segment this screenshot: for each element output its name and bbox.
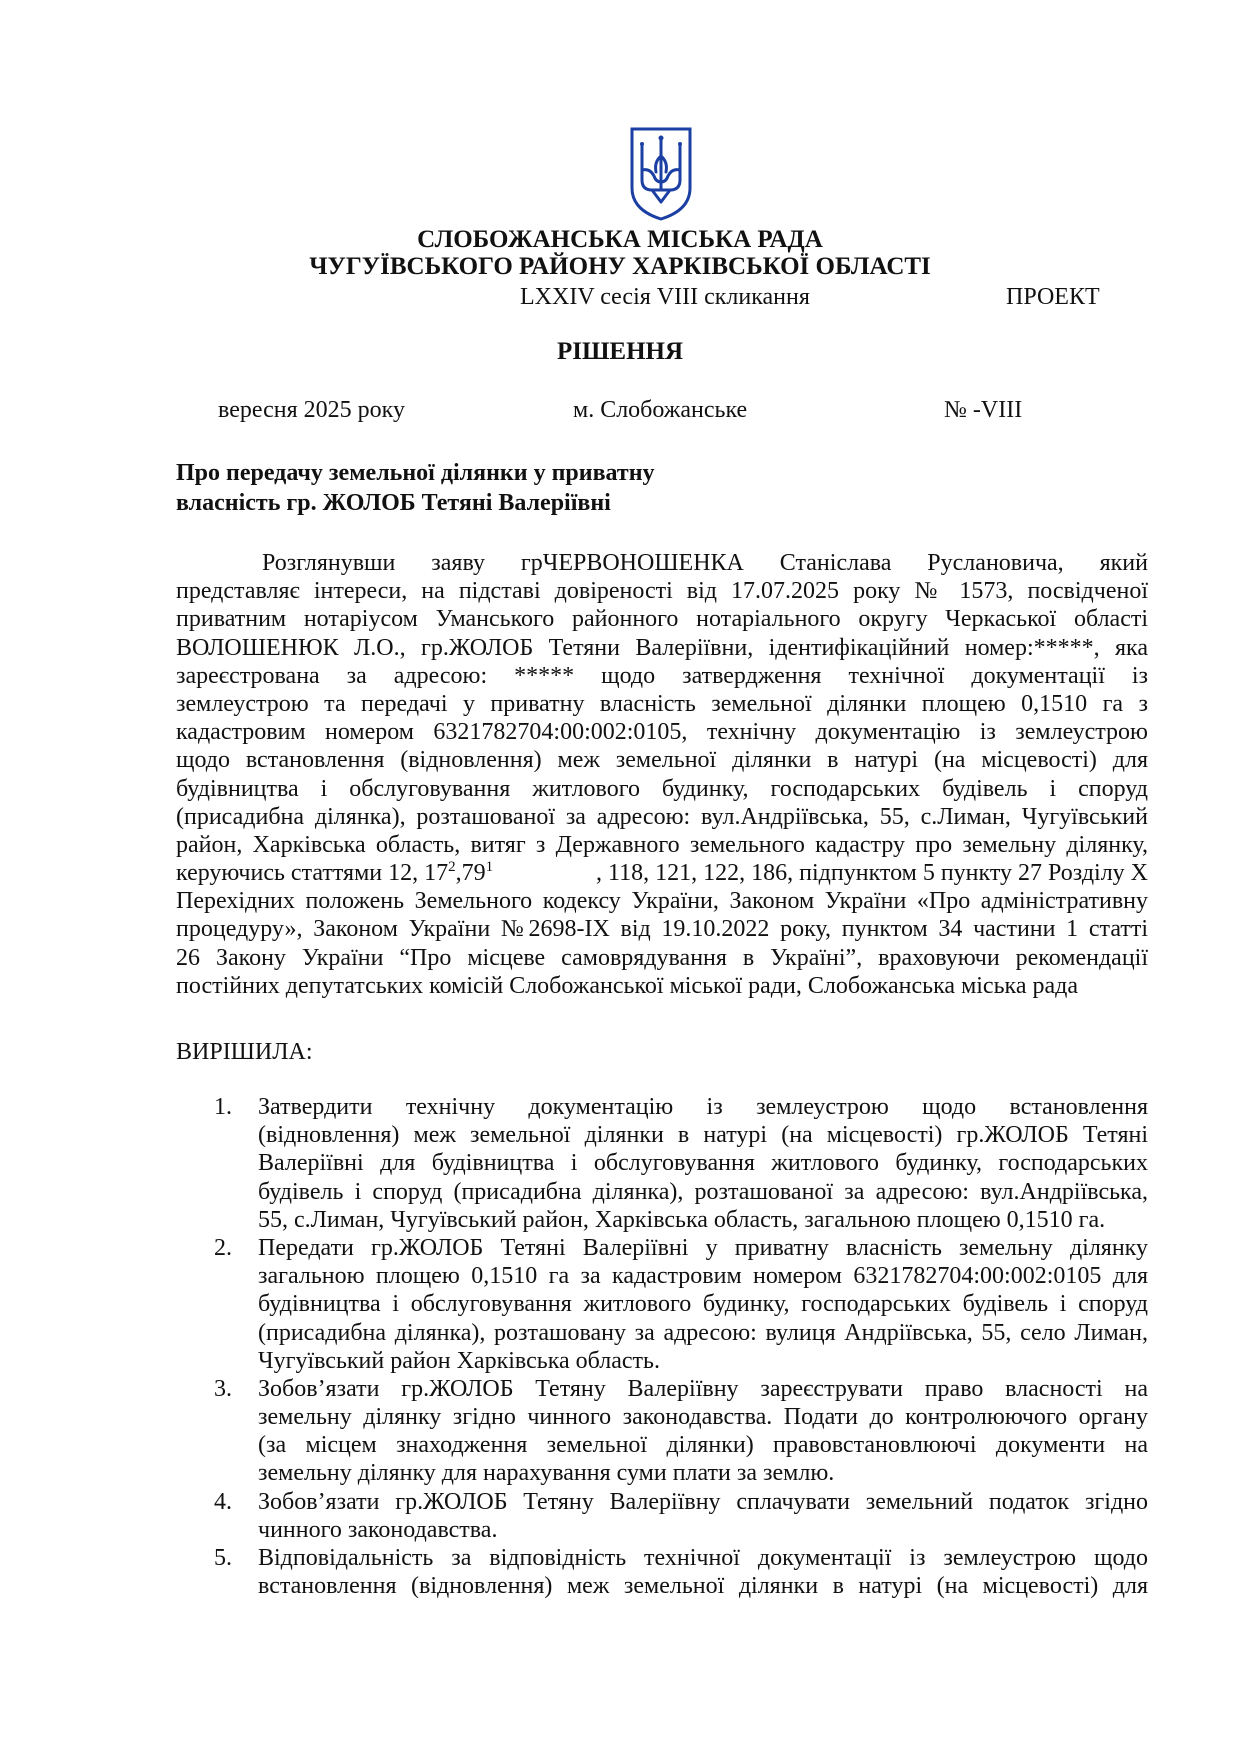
subject-line: Про передачу земельної ділянки у приватну bbox=[176, 460, 655, 486]
decision-item bbox=[176, 1375, 1148, 1488]
item-number: 2. bbox=[214, 1234, 232, 1261]
decision-subject bbox=[176, 458, 655, 518]
district-name: ЧУГУЇВСЬКОГО РАЙОНУ ХАРКІВСЬКОЇ ОБЛАСТІ bbox=[309, 253, 931, 280]
preamble-line: ВОЛОШЕНЮК Л.О., гр.ЖОЛОБ Тетяни Валеріївни, ідентифікаційний номер:*****, яка bbox=[176, 634, 1148, 661]
status-label: ПРОЕКТ bbox=[1006, 284, 1100, 310]
item-line: Передати гр.ЖОЛОБ Тетяні Валеріївні у приватну власність земельну ділянку bbox=[258, 1234, 1148, 1261]
preamble-line-with-superscripts bbox=[176, 859, 1148, 887]
preamble-line: Перехідних положень Земельного кодексу України, Законом України «Про адміністративну bbox=[176, 888, 1148, 915]
council-name: СЛОБОЖАНСЬКА МІСЬКА РАДА bbox=[417, 226, 823, 253]
preamble bbox=[176, 549, 1148, 1000]
item-line: Затвердити технічну документацію із землеустрою щодо встановлення bbox=[258, 1094, 1148, 1120]
item-line: земельну ділянку для нарахування суми плати за землю. bbox=[258, 1460, 835, 1487]
preamble-line: постійних депутатських комісій Слобожанської міської ради, Слобожанська міська рада bbox=[176, 972, 1078, 999]
item-line: чинного законодавства. bbox=[258, 1516, 498, 1543]
session-label: LXXIV сесія VIII скликання bbox=[520, 284, 810, 310]
item-line: Відповідальність за відповідність технічної документації із землеустрою щодо bbox=[258, 1545, 1148, 1571]
item-line: Валеріївні для будівництва і обслуговування житлового будинку, господарських bbox=[258, 1150, 1148, 1177]
item-line: (за місцем знаходження земельної ділянки) правовстановлюючі документи на bbox=[258, 1432, 1148, 1459]
preamble-fragment: керуючись статтями 12, $17^2,79^1$ bbox=[176, 859, 494, 887]
superscript: 2 bbox=[448, 859, 456, 876]
resolved-label: ВИРІШИЛА: bbox=[176, 1039, 313, 1065]
preamble-line: зареєстрована за адресою: ***** щодо затвердження технічної документації із bbox=[176, 662, 1148, 689]
trident-coat-of-arms-icon bbox=[628, 126, 694, 222]
decision-date: вересня 2025 року bbox=[218, 397, 405, 423]
item-line: будівель і споруд (присадибна ділянка), розташованої за адресою: вул.Андріївська, bbox=[258, 1178, 1148, 1205]
item-number: 1. bbox=[214, 1094, 232, 1120]
preamble-line: представляє інтереси, на підставі довіреності від 17.07.2025 року № 1573, посвідченої bbox=[176, 578, 1148, 605]
preamble-line: будівництва і обслуговування житлового будинку, господарських будівель і споруд bbox=[176, 775, 1148, 802]
decision-item bbox=[176, 1093, 1148, 1234]
preamble-line: Розглянувши заяву грЧЕРВОНОШЕНКА Станіслава Руслановича, який bbox=[262, 550, 1148, 576]
decision-number: № -VIII bbox=[944, 397, 1023, 423]
item-line: будівництва і обслуговування житлового будинку, господарських будівель і споруд bbox=[258, 1291, 1148, 1318]
subject-line: власність гр. ЖОЛОБ Тетяні Валеріївні bbox=[176, 490, 611, 516]
item-number: 3. bbox=[214, 1375, 232, 1402]
item-line: загальною площею 0,1510 га за кадастровим номером 6321782704:00:002:0105 для bbox=[258, 1263, 1148, 1290]
preamble-line: район, Харківська область, витяг з Державного земельного кадастру про земельну ділянку, bbox=[176, 831, 1148, 858]
item-line: земельну ділянку згідно чинного законодавства. Подати до контролюючого органу bbox=[258, 1404, 1148, 1431]
decision-item bbox=[176, 1488, 1148, 1544]
decision-item bbox=[176, 1544, 1148, 1600]
preamble-line: 26 Закону України “Про місцеве самоврядування в Україні”, враховуючи рекомендації bbox=[176, 944, 1148, 971]
item-line: (відновлення) меж земельної ділянки в натурі (на місцевості) гр.ЖОЛОБ Тетяні bbox=[258, 1122, 1148, 1149]
preamble-line: процедуру», Законом України №2698-IX від 19.10.2022 року, пунктом 34 частини 1 статті bbox=[176, 916, 1148, 943]
item-number: 5. bbox=[214, 1545, 232, 1571]
item-line: Зобов’язати гр.ЖОЛОБ Тетяну Валеріївну зареєструвати право власності на bbox=[258, 1375, 1148, 1402]
item-line: встановлення (відновлення) меж земельної ділянки в натурі (на місцевості) для bbox=[258, 1573, 1148, 1600]
superscript: 1 bbox=[485, 859, 494, 876]
preamble-line: землеустрою та передачі у приватну власність земельної ділянки площею 0,1510 га з bbox=[176, 690, 1148, 717]
preamble-line: приватним нотаріусом Уманського районного нотаріального округу Черкаської області bbox=[176, 606, 1148, 633]
item-line: (присадибна ділянка), розташовану за адресою: вулиця Андріївська, 55, село Лиман, bbox=[258, 1319, 1148, 1346]
decision-city: м. Слобожанське bbox=[573, 397, 748, 423]
decision-items bbox=[176, 1093, 1148, 1600]
item-line: Чугуївський район Харківська область. bbox=[258, 1347, 660, 1374]
preamble-line: (присадибна ділянка), розташованої за адресою: вул.Андріївська, 55, с.Лиман, Чугуївський bbox=[176, 803, 1148, 830]
preamble-line: щодо встановлення (відновлення) меж земельної ділянки в натурі (на місцевості) для bbox=[176, 747, 1148, 774]
item-line: Зобов’язати гр.ЖОЛОБ Тетяну Валеріївну сплачувати земельний податок згідно bbox=[258, 1488, 1148, 1515]
item-line: 55, с.Лиман, Чугуївський район, Харківська область, загальною площею 0,1510 га. bbox=[258, 1206, 1106, 1233]
preamble-line: кадастровим номером 6321782704:00:002:0105, технічну документацію із землеустрою bbox=[176, 719, 1148, 746]
decision-title: РІШЕННЯ bbox=[556, 338, 684, 365]
item-number: 4. bbox=[214, 1488, 232, 1515]
preamble-fragment: , 118, 121, 122, 186, підпунктом 5 пункту 27 Розділу Х bbox=[596, 860, 1148, 887]
decision-item bbox=[176, 1234, 1148, 1375]
